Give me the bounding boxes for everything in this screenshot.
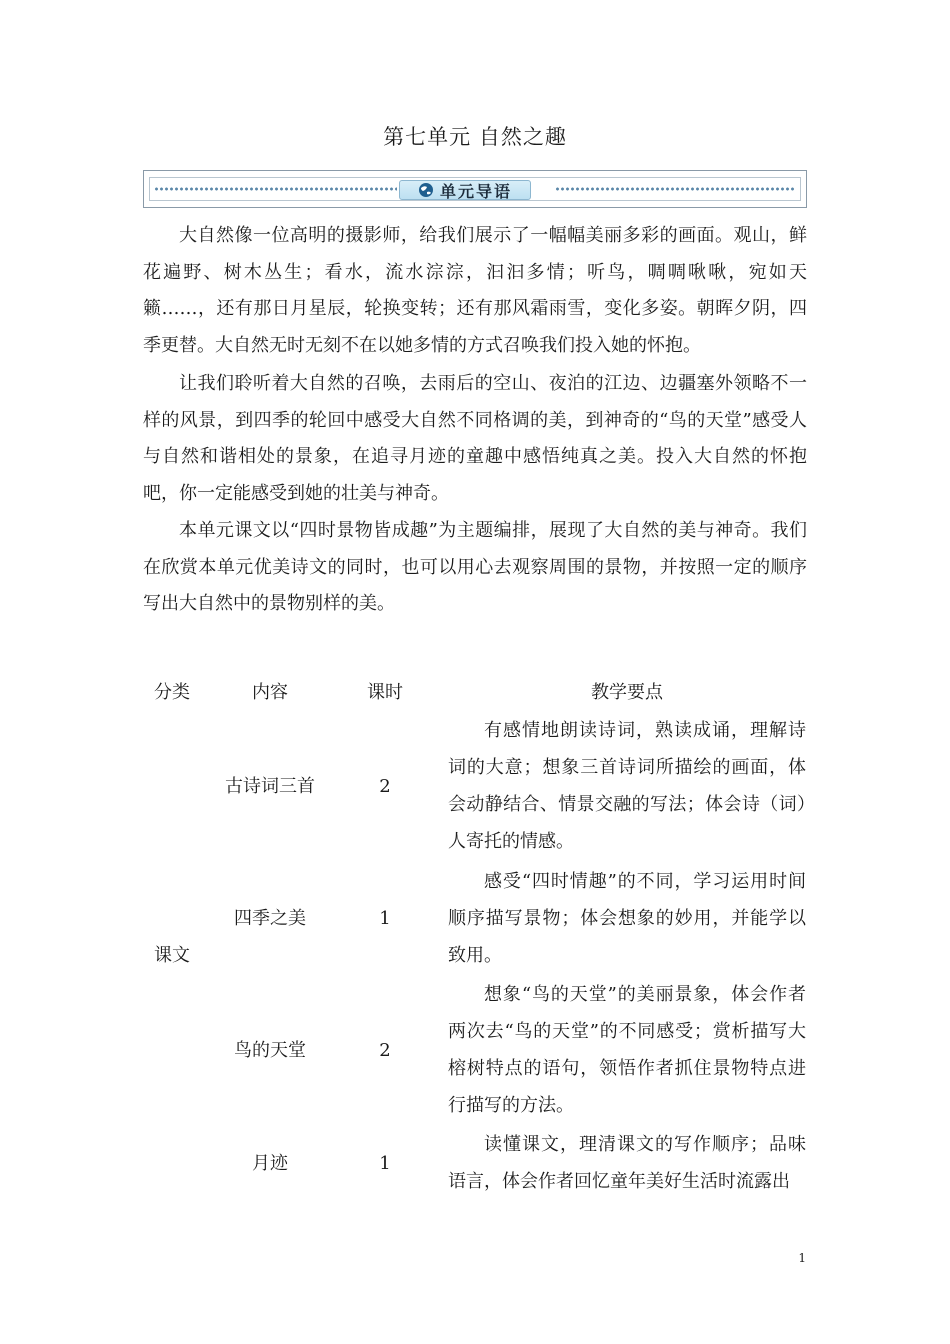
header-category: 分类 — [154, 682, 190, 703]
banner-dots-left — [154, 186, 397, 192]
row-content: 月迹 — [252, 1153, 288, 1174]
banner-dots-right — [555, 186, 796, 192]
globe-icon — [418, 182, 434, 198]
row-content: 古诗词三首 — [225, 776, 315, 797]
banner-frame — [149, 177, 801, 201]
category-cell: 课文 — [154, 945, 190, 966]
intro-paragraph-3: 本单元课文以“四时景物皆成趣”为主题编排，展现了大自然的美与神奇。我们在欣赏本单元优美诗文的同时，也可以用心去观察周围的景物，并按照一定的顺序写出大自然中的景物别样的美。 — [143, 520, 807, 614]
banner-text: 单元导语 — [439, 181, 512, 201]
header-content: 内容 — [252, 682, 288, 703]
row-content: 四季之美 — [234, 908, 306, 929]
section-banner — [143, 170, 807, 208]
row-key-points: 读懂课文，理清课文的写作顺序；品味语言，体会作者回忆童年美好生活时流露出 — [448, 1134, 806, 1192]
row-key-points: 有感情地朗读诗词，熟读成诵，理解诗词的大意；想象三首诗词所描绘的画面，体会动静结合、情景交融的写法；体会诗（词）人寄托的情感。 — [448, 720, 806, 852]
intro-paragraph-1: 大自然像一位高明的摄影师，给我们展示了一幅幅美丽多彩的画面。观山，鲜花遍野、树木丛生；看水，流水淙淙，汩汩多情；听鸟，啁啁啾啾，宛如天籁……，还有那日月星辰，轮换变转；还有那风霜雨雪，变化多姿。朝晖夕阴，四季更替。大自然无时无刻不在以她多情的方式召唤我们投入她的怀抱。 — [143, 225, 807, 356]
header-key-points: 教学要点 — [591, 682, 663, 703]
intro-paragraph-2: 让我们聆听着大自然的召唤，去雨后的空山、夜泊的江边、边疆塞外领略不一样的风景，到四季的轮回中感受大自然不同格调的美，到神奇的“鸟的天堂”感受人与自然和谐相处的景象，在追寻月迹的童趣中感悟纯真之美。投入大自然的怀抱吧，你一定能感受到她的壮美与神奇。 — [143, 373, 807, 504]
header-hours: 课时 — [367, 682, 403, 703]
page-number: 1 — [798, 1251, 806, 1265]
banner-label-box — [399, 180, 531, 200]
row-hours: 2 — [379, 776, 391, 797]
page-title: 第七单元 自然之趣 — [383, 125, 567, 149]
row-hours: 2 — [379, 1040, 391, 1061]
row-key-points: 想象“鸟的天堂”的美丽景象，体会作者两次去“鸟的天堂”的不同感受；赏析描写大榕树特点的语句，领悟作者抓住景物特点进行描写的方法。 — [448, 984, 806, 1116]
row-hours: 1 — [379, 908, 391, 929]
row-hours: 1 — [379, 1153, 391, 1174]
row-key-points: 感受“四时情趣”的不同，学习运用时间顺序描写景物；体会想象的妙用，并能学以致用。 — [448, 871, 806, 966]
row-content: 鸟的天堂 — [234, 1040, 306, 1061]
